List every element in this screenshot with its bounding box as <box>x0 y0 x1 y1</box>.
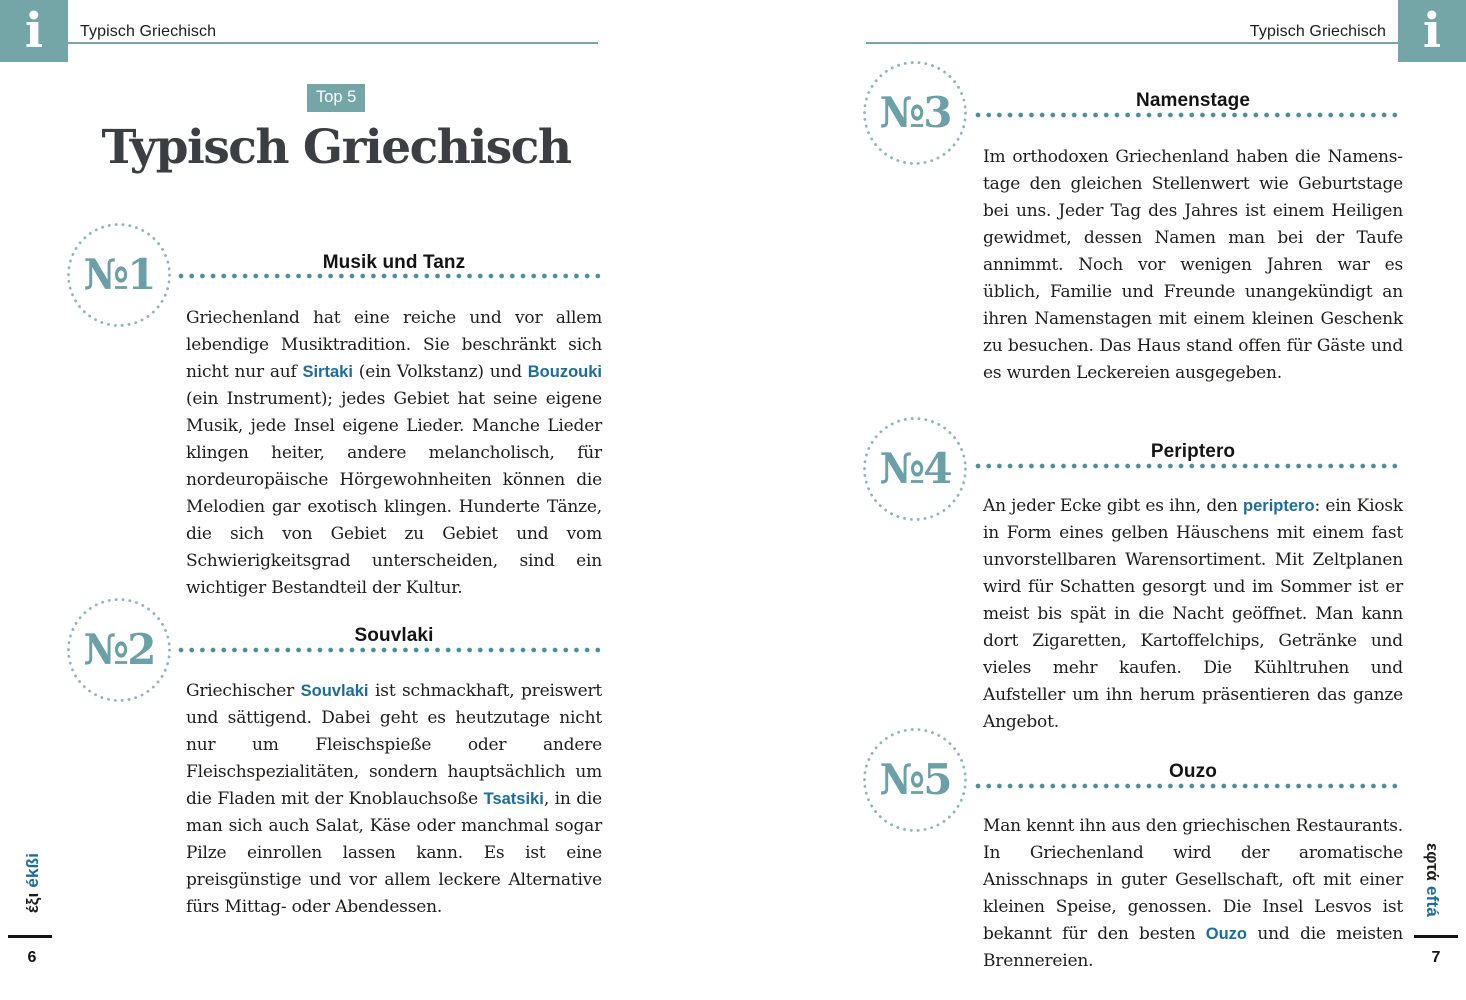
section-divider <box>178 647 602 653</box>
running-header-right: Typisch Griechisch <box>1249 23 1386 40</box>
page-number-left: 6 <box>27 949 37 966</box>
section-divider <box>975 783 1403 789</box>
section-body: Im orthodoxen Griechenland haben die Namenstage den gleichen Stellenwert wie Geburtstage bei uns. Jeder Tag des Jahres ist einem Heiligen gewidmet, dessen Namen man bei der Taufe annimmt. Noch vor wenigen Jahren war es üblich, Familie und Freunde unangekündigt an ihren Namenstagen mit einem kleinen Geschenk zu besuchen. Das Haus stand offen für Gäste und es wurden Leckereien ausgegeben. <box>983 147 1403 383</box>
section-heading: Periptero <box>1150 441 1236 462</box>
section-number: №2 <box>83 625 155 674</box>
section-number: №1 <box>83 250 155 299</box>
section-divider <box>178 273 602 279</box>
header-rule-right <box>866 42 1398 44</box>
section-heading: Souvlaki <box>354 625 434 646</box>
section-number: №3 <box>879 88 951 137</box>
footer-rule-right <box>1414 935 1458 938</box>
section-heading: Namenstage <box>1136 90 1250 111</box>
header-rule-left <box>68 42 598 44</box>
margin-label-latin: eftá <box>1423 886 1442 918</box>
section-body: Griechischer Souvlaki ist schmackhaft, preiswert und sättigend. Dabei geht es heutzutage nicht nur um Fleischspieße oder andere Fleischspezialitäten, sondern hauptsächlich um die Fladen mit der Knoblauchsoße Tsatsiki, in die man sich auch Salat, Käse oder manchmal sogar Pilze einrollen lassen kann. Es ist eine preisgünstige und vor allem leckere Alternative fürs Mittag- oder Abendessen. <box>186 681 602 917</box>
top5-badge: Top 5 <box>307 84 365 112</box>
section-body: Man kennt ihn aus den griechischen Restaurants. In Griechenland wird der aromatische Anisschnaps in guter Gesellschaft, oft mit einer kleinen Speise, genossen. Die Insel Lesvos ist bekannt für den besten Ouzo und die meisten Brennereien. <box>983 816 1403 971</box>
section-number-badge <box>66 597 172 703</box>
margin-label-latin: ékßi <box>23 852 42 888</box>
section-number-badge <box>862 60 968 166</box>
section-body: Griechenland hat eine reiche und vor allem lebendige Musiktradition. Sie beschränkt sich nicht nur auf Sirtaki (ein Volkstanz) und Bouzouki (ein Instrument); jedes Gebiet hat seine eigene Musik, jede Insel eigene Lieder. Manche Lieder klingen heiter, andere melancholisch, für nordeuropäische Hörgewohnheiten können die Melodien gar exotisch klingen. Hunderte Tänze, die sich von Gebiet zu Gebiet und vom Schwierigkeitsgrad unterscheiden, sind ein wichtiger Bestandteil der Kultur. <box>186 308 602 598</box>
page-title: Typisch Griechisch <box>101 120 571 175</box>
section-number: №4 <box>879 444 951 493</box>
section-divider <box>975 463 1403 469</box>
info-icon <box>0 0 68 62</box>
section-number-badge <box>66 222 172 328</box>
info-icon-glyph: i <box>24 3 44 59</box>
info-icon-glyph: i <box>1422 3 1442 59</box>
section-heading: Musik und Tanz <box>322 252 466 273</box>
section-number: №5 <box>879 755 951 804</box>
info-icon <box>1398 0 1466 62</box>
section-divider <box>975 112 1403 118</box>
running-header-left: Typisch Griechisch <box>80 23 217 40</box>
section-number-badge <box>862 416 968 522</box>
margin-label-left <box>23 853 43 913</box>
page-number-right: 7 <box>1431 949 1441 966</box>
margin-label-greek: εφτά <box>1423 842 1442 882</box>
margin-label-greek: έξι <box>23 892 42 914</box>
section-heading: Ouzo <box>1169 761 1217 782</box>
section-number-badge <box>862 727 968 833</box>
margin-label-right <box>1422 843 1442 917</box>
section-body: An jeder Ecke gibt es ihn, den periptero: ein Kiosk in Form eines gelben Häuschens mit einem fast unvorstellbaren Warensortiment. Mit Zeltplanen wird für Schatten gesorgt und im Sommer ist er meist bis spät in die Nacht geöffnet. Man kann dort Zigaretten, Kartoffelchips, Getränke und vieles mehr kaufen. Die Kühltruhen und Aufsteller um ihn herum präsentieren das ganze Angebot. <box>983 496 1403 732</box>
footer-rule-left <box>8 935 52 938</box>
